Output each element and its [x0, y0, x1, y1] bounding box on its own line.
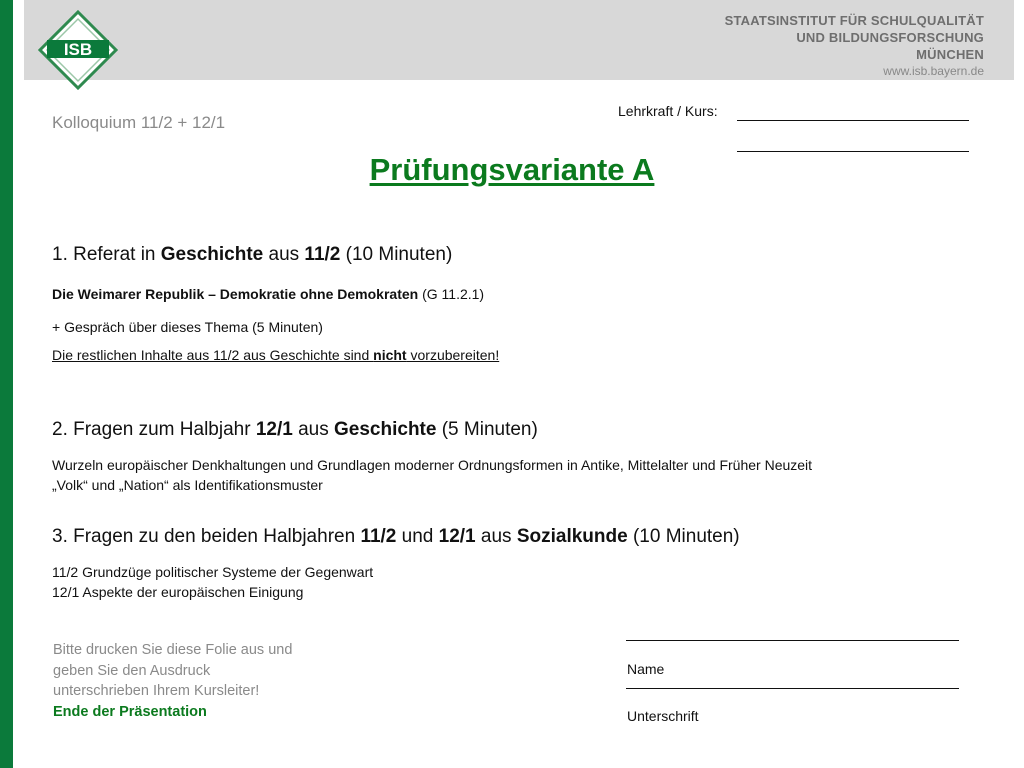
section-1-note: [52, 345, 499, 365]
institute-line-3: MÜNCHEN: [916, 47, 984, 62]
teacher-label: Lehrkraft / Kurs:: [618, 103, 718, 119]
section-1-heading: [52, 244, 452, 266]
s3-and: und: [396, 526, 439, 547]
institute-url: www.isb.bayern.de: [883, 64, 984, 78]
s1-topic-ref: (G 11.2.1): [418, 286, 485, 302]
s3-duration: (10 Minuten): [627, 526, 740, 547]
teacher-line-1: [737, 120, 969, 121]
s1-mid: aus: [263, 244, 305, 265]
name-line: [626, 640, 959, 641]
signature-label: Unterschrift: [627, 708, 699, 724]
s1-num: 1. Referat in: [52, 244, 161, 265]
isb-logo: [38, 10, 118, 90]
s2-mid: aus: [292, 419, 335, 440]
s2-subject: Geschichte: [334, 419, 437, 440]
s2-term: 12/1: [255, 419, 293, 440]
teacher-field: [618, 103, 718, 119]
s3-term-2: 12/1: [438, 526, 476, 547]
name-label: Name: [627, 661, 665, 677]
logo-text: ISB: [63, 40, 93, 59]
title-text: Prüfungsvariante A: [369, 152, 655, 187]
section-2-line-2: „Volk“ und „Nation“ als Identifikationsmuster: [52, 477, 323, 493]
print-instructions: [53, 640, 292, 722]
s2-num: 2. Fragen zum Halbjahr: [52, 419, 256, 440]
section-2-line-1: Wurzeln europäischer Denkhaltungen und Grundlagen moderner Ordnungsformen in Antike, Mittelalter und Früher Neuzeit: [52, 457, 813, 473]
section-3-line-1: 11/2 Grundzüge politischer Systeme der Gegenwart: [52, 564, 374, 580]
header-band: [24, 0, 1014, 80]
page-title: [0, 152, 1024, 188]
s1-note-bold: nicht: [373, 347, 407, 363]
institute-name: [725, 12, 984, 79]
section-1-talk: + Gespräch über dieses Thema (5 Minuten): [52, 319, 323, 335]
section-3-heading: [52, 526, 740, 548]
print-line-1: Bitte drucken Sie diese Folie aus und: [53, 642, 293, 658]
section-3-line-2: 12/1 Aspekte der europäischen Einigung: [52, 584, 304, 600]
s1-duration: (10 Minuten): [340, 244, 453, 265]
s3-mid: aus: [475, 526, 517, 547]
print-line-3: unterschrieben Ihrem Kursleiter!: [53, 683, 260, 699]
course-label: Kolloquium 11/2 + 12/1: [52, 113, 226, 132]
s2-duration: (5 Minuten): [436, 419, 538, 440]
s3-term-1: 11/2: [360, 526, 397, 547]
s1-note-pre: Die restlichen Inhalte aus 11/2 aus Geschichte sind: [52, 347, 374, 363]
institute-line-1: STAATSINSTITUT FÜR SCHULQUALITÄT: [724, 13, 984, 28]
s1-note-post: vorzubereiten!: [406, 347, 500, 363]
signature-line: [626, 688, 959, 689]
institute-line-2: UND BILDUNGSFORSCHUNG: [796, 30, 984, 45]
end-of-presentation: Ende der Präsentation: [53, 703, 207, 720]
s1-topic-bold: Die Weimarer Republik – Demokratie ohne Demokraten: [52, 286, 419, 302]
section-1-topic: [52, 284, 484, 304]
print-line-2: geben Sie den Ausdruck: [53, 662, 211, 679]
s3-num: 3. Fragen zu den beiden Halbjahren: [52, 526, 361, 547]
left-accent-bar: [0, 0, 13, 768]
s1-term: 11/2: [304, 244, 341, 265]
section-2-heading: [52, 419, 538, 441]
s3-subject: Sozialkunde: [516, 526, 628, 547]
s1-subject: Geschichte: [160, 244, 264, 265]
